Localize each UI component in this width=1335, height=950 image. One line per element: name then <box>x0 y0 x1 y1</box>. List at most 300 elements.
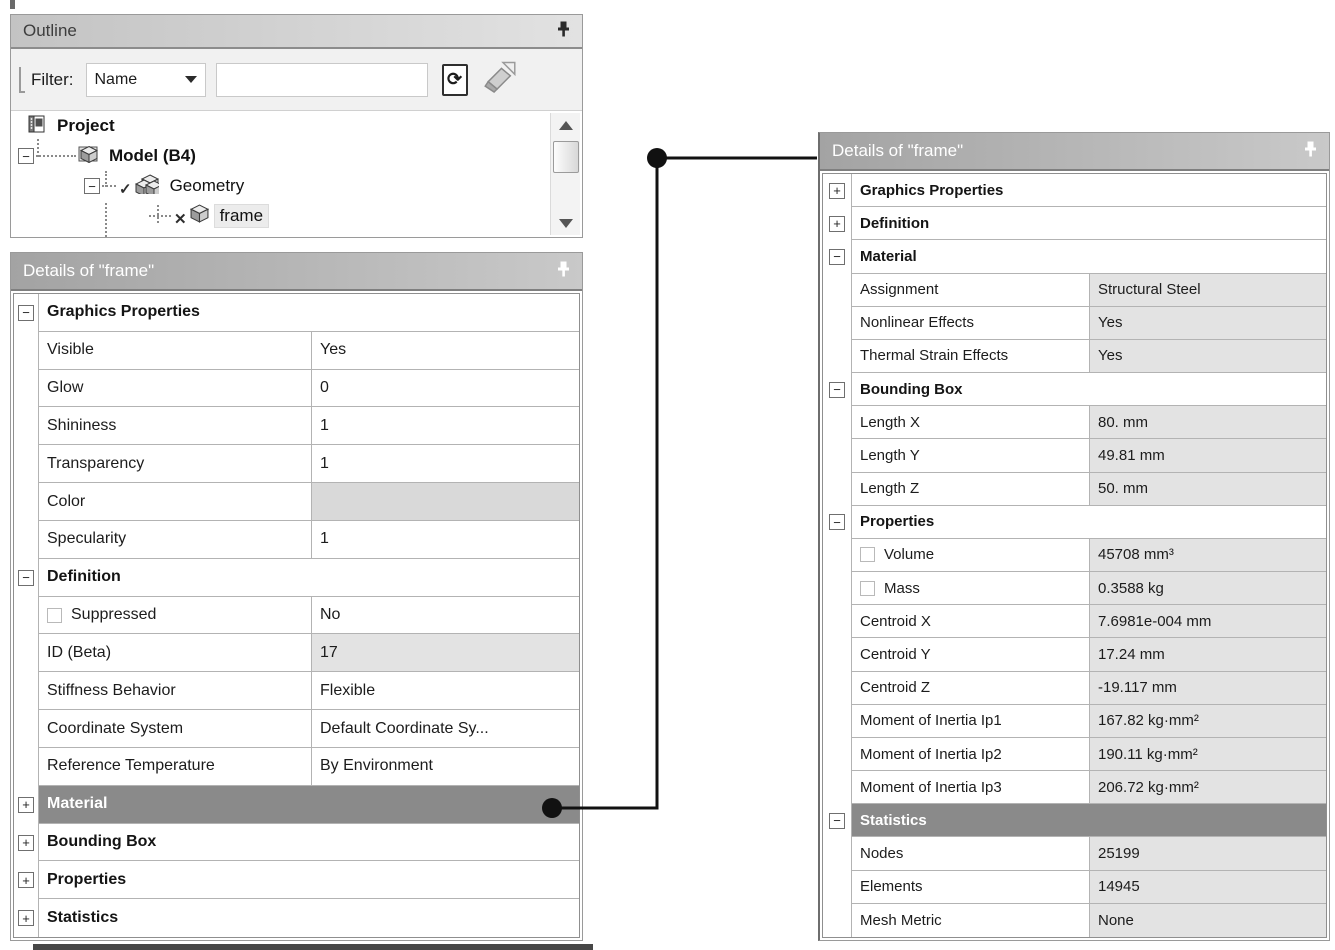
row-gutter <box>823 572 851 605</box>
property-label: Moment of Inertia Ip3 <box>860 778 1002 796</box>
property-value-cell[interactable] <box>1089 539 1326 571</box>
row-gutter <box>14 710 38 748</box>
property-label: Mass <box>884 579 920 597</box>
property-label: Length Z <box>860 480 920 498</box>
suppressed-checkbox[interactable] <box>47 608 62 623</box>
property-row-id-beta[interactable] <box>14 634 579 672</box>
tree-item-model-b4[interactable] <box>11 141 582 171</box>
property-value: 0.3588 kg <box>1098 579 1164 597</box>
pin-icon[interactable] <box>557 21 570 42</box>
property-value-cell[interactable] <box>1089 638 1326 670</box>
property-value-cell[interactable] <box>1089 340 1326 372</box>
section-row-statistics[interactable] <box>14 899 579 937</box>
plus-expander-icon[interactable]: + <box>829 216 845 232</box>
minus-expander-icon[interactable]: − <box>18 570 34 586</box>
property-label: Length X <box>860 413 921 431</box>
row-content <box>851 307 1326 340</box>
row-content <box>38 370 579 408</box>
row-content <box>851 473 1326 506</box>
property-value-cell[interactable] <box>311 748 579 785</box>
property-label-cell <box>852 473 1089 505</box>
property-row-moment-of-inertia-ip1[interactable] <box>823 705 1326 738</box>
property-row-nodes[interactable] <box>823 837 1326 870</box>
row-content <box>38 861 579 899</box>
color-swatch[interactable] <box>311 483 579 520</box>
property-label-cell <box>852 539 1089 571</box>
plus-expander-icon[interactable]: + <box>829 183 845 199</box>
property-row-moment-of-inertia-ip3[interactable] <box>823 771 1326 804</box>
row-gutter <box>14 824 38 862</box>
property-label-cell <box>39 332 311 369</box>
details-panel-left <box>10 252 583 941</box>
property-value: 0 <box>320 379 329 397</box>
tree-scrollbar[interactable] <box>550 113 580 235</box>
property-label-cell <box>39 483 311 520</box>
minus-expander-icon[interactable]: − <box>18 305 34 321</box>
row-content <box>851 871 1326 904</box>
property-label-cell <box>852 871 1089 903</box>
row-gutter <box>823 406 851 439</box>
row-content <box>38 634 579 672</box>
row-gutter <box>823 274 851 307</box>
section-row-definition[interactable] <box>823 207 1326 240</box>
row-content <box>38 521 579 559</box>
details-left-header <box>11 253 582 291</box>
property-value: 206.72 kg·mm² <box>1098 778 1199 796</box>
row-gutter <box>823 439 851 472</box>
row-gutter <box>14 861 38 899</box>
section-row-bounding-box[interactable] <box>823 373 1326 406</box>
property-row-visible[interactable] <box>14 332 579 370</box>
property-label-cell <box>852 406 1089 438</box>
check-icon: ✓ <box>119 181 132 198</box>
property-label: Color <box>47 492 86 510</box>
details-panel-right <box>818 132 1330 941</box>
property-value-cell[interactable] <box>1089 605 1326 637</box>
row-gutter <box>823 174 851 207</box>
property-value: Flexible <box>320 681 376 699</box>
property-label-cell <box>39 634 311 671</box>
row-gutter <box>14 597 38 635</box>
property-label: Shininess <box>47 416 117 434</box>
eraser-icon <box>482 61 518 98</box>
row-content <box>851 539 1326 572</box>
property-label: Thermal Strain Effects <box>860 347 1009 365</box>
property-row-centroid-y[interactable] <box>823 638 1326 671</box>
outline-title: Outline <box>23 21 77 40</box>
property-label-cell <box>39 521 311 558</box>
window-bottom-edge <box>33 944 593 950</box>
refresh-button[interactable] <box>442 64 468 96</box>
property-label-cell <box>852 307 1089 339</box>
property-value: 25199 <box>1098 845 1140 863</box>
property-label: Moment of Inertia Ip1 <box>860 712 1002 730</box>
property-value-cell[interactable] <box>311 634 579 671</box>
property-value: None <box>1098 911 1134 929</box>
minus-expander-icon[interactable]: − <box>829 382 845 398</box>
details-left-table <box>13 293 580 938</box>
row-content <box>38 748 579 786</box>
property-label-cell <box>39 748 311 785</box>
row-content <box>38 597 579 635</box>
property-value: 1 <box>320 530 329 548</box>
row-gutter <box>823 506 851 539</box>
section-label: Material <box>860 247 917 265</box>
geometry-icon <box>135 174 159 199</box>
plus-expander-icon[interactable]: + <box>18 872 34 888</box>
tree-item-label: Model (B4) <box>109 146 196 165</box>
row-gutter <box>823 240 851 273</box>
filter-label: Filter: <box>31 69 74 89</box>
minus-expander-icon[interactable]: − <box>84 178 100 194</box>
row-gutter <box>823 738 851 771</box>
property-label: Moment of Inertia Ip2 <box>860 745 1002 763</box>
plus-expander-icon[interactable]: + <box>18 835 34 851</box>
model-icon <box>78 144 98 168</box>
property-value-cell[interactable] <box>311 710 579 747</box>
property-value: By Environment <box>320 757 433 775</box>
section-row-properties[interactable] <box>14 861 579 899</box>
property-label: Transparency <box>47 454 145 472</box>
section-label: Definition <box>860 214 930 232</box>
property-value: Structural Steel <box>1098 281 1201 299</box>
tree-connector-dots <box>149 215 171 217</box>
tree-connector-line <box>157 205 159 223</box>
details-right-title: Details of "frame" <box>832 141 964 160</box>
row-gutter <box>823 605 851 638</box>
tree-item-label: frame <box>215 205 268 227</box>
triangle-down-icon <box>559 219 573 228</box>
row-gutter <box>14 634 38 672</box>
row-content <box>851 904 1326 937</box>
property-label: Nonlinear Effects <box>860 314 974 332</box>
property-label: Glow <box>47 379 84 397</box>
section-row-graphics-properties[interactable] <box>823 174 1326 207</box>
property-label: Visible <box>47 341 94 359</box>
minus-expander-icon[interactable]: − <box>829 813 845 829</box>
property-label: Volume <box>884 546 935 564</box>
outline-tree <box>11 111 582 237</box>
property-value-cell[interactable] <box>1089 771 1326 803</box>
row-content <box>851 406 1326 439</box>
row-content <box>38 710 579 748</box>
details-left-title: Details of "frame" <box>23 261 155 280</box>
outline-titlebar <box>11 15 582 49</box>
minus-expander-icon[interactable]: − <box>18 148 34 164</box>
row-gutter <box>823 871 851 904</box>
project-icon <box>27 114 46 139</box>
section-row-definition[interactable] <box>14 559 579 597</box>
section-label: Definition <box>47 568 121 586</box>
property-value: 17 <box>320 643 338 661</box>
property-label-cell <box>852 605 1089 637</box>
property-value: 1 <box>320 416 329 434</box>
property-label-cell <box>852 738 1089 770</box>
property-value-cell[interactable] <box>311 521 579 558</box>
property-value-cell[interactable] <box>1089 871 1326 903</box>
row-content <box>851 572 1326 605</box>
row-content <box>38 445 579 483</box>
row-gutter <box>14 407 38 445</box>
scrollbar-thumb[interactable] <box>553 141 579 173</box>
property-value: 49.81 mm <box>1098 446 1165 464</box>
property-row-centroid-z[interactable] <box>823 672 1326 705</box>
details-right-table <box>822 173 1327 938</box>
property-label-cell <box>852 340 1089 372</box>
property-label: Specularity <box>47 530 127 548</box>
property-value-cell[interactable] <box>311 407 579 444</box>
row-gutter <box>14 521 38 559</box>
property-row-mass[interactable] <box>823 572 1326 605</box>
tree-item-frame[interactable] <box>11 201 582 231</box>
property-label-cell <box>852 274 1089 306</box>
property-value-cell[interactable] <box>311 445 579 482</box>
property-label-cell <box>852 771 1089 803</box>
property-value: 50. mm <box>1098 480 1149 498</box>
property-row-length-z[interactable] <box>823 473 1326 506</box>
property-label-cell <box>852 672 1089 704</box>
property-row-specularity[interactable] <box>14 521 579 559</box>
row-gutter <box>14 786 38 824</box>
row-gutter <box>823 307 851 340</box>
triangle-up-icon <box>559 121 573 130</box>
row-content <box>38 407 579 445</box>
row-gutter <box>14 483 38 521</box>
section-label: Graphics Properties <box>47 303 200 321</box>
property-value-cell[interactable] <box>311 370 579 407</box>
row-gutter <box>14 445 38 483</box>
row-gutter <box>14 294 38 332</box>
property-value: Default Coordinate Sy... <box>320 719 489 737</box>
cross-icon: ✕ <box>174 211 187 228</box>
section-label: Graphics Properties <box>860 181 1004 199</box>
property-value: 1 <box>320 454 329 472</box>
property-label: Centroid Z <box>860 679 931 697</box>
callout-dot-elbow <box>647 148 667 168</box>
property-value: 14945 <box>1098 878 1140 896</box>
property-label: Nodes <box>860 845 904 863</box>
property-value: 80. mm <box>1098 413 1149 431</box>
property-row-transparency[interactable] <box>14 445 579 483</box>
row-content <box>38 294 579 332</box>
minus-expander-icon[interactable]: − <box>829 514 845 530</box>
property-label-cell <box>39 445 311 482</box>
section-label: Properties <box>47 870 127 888</box>
property-value-cell[interactable] <box>1089 307 1326 339</box>
property-value-cell[interactable] <box>1089 473 1326 505</box>
section-row-graphics-properties[interactable] <box>14 294 579 332</box>
row-gutter <box>14 899 38 937</box>
plus-expander-icon[interactable]: + <box>18 910 34 926</box>
filter-type-value: Name <box>94 70 138 88</box>
property-value-cell[interactable] <box>1089 406 1326 438</box>
property-row-shininess[interactable] <box>14 407 579 445</box>
property-row-centroid-x[interactable] <box>823 605 1326 638</box>
minus-expander-icon[interactable]: − <box>829 249 845 265</box>
property-label: Centroid X <box>860 612 931 630</box>
property-label: Assignment <box>860 281 939 299</box>
property-row-assignment[interactable] <box>823 274 1326 307</box>
property-row-volume[interactable] <box>823 539 1326 572</box>
row-content <box>851 373 1326 406</box>
property-row-nonlinear-effects[interactable] <box>823 307 1326 340</box>
row-gutter <box>823 539 851 572</box>
property-label-cell <box>852 837 1089 869</box>
property-row-suppressed[interactable] <box>14 597 579 635</box>
property-value-cell[interactable] <box>1089 672 1326 704</box>
section-row-material[interactable] <box>14 786 579 824</box>
property-row-mesh-metric[interactable] <box>823 904 1326 937</box>
row-gutter <box>14 748 38 786</box>
property-label-cell <box>852 439 1089 471</box>
section-row-statistics[interactable] <box>823 804 1326 837</box>
property-row-color[interactable] <box>14 483 579 521</box>
tree-item-project[interactable] <box>11 111 582 141</box>
toolbar-grip[interactable] <box>19 67 25 93</box>
property-label: Suppressed <box>71 606 157 624</box>
property-label: Length Y <box>860 446 920 464</box>
property-value: 7.6981e-004 mm <box>1098 612 1212 630</box>
property-row-elements[interactable] <box>823 871 1326 904</box>
property-label: Reference Temperature <box>47 757 215 775</box>
scroll-down-button[interactable] <box>551 211 581 235</box>
row-gutter <box>823 207 851 240</box>
row-content <box>38 483 579 521</box>
property-value: 17.24 mm <box>1098 645 1165 663</box>
details-right-header <box>820 133 1329 171</box>
property-row-glow[interactable] <box>14 370 579 408</box>
tree-item-label: Geometry <box>169 176 245 195</box>
row-content <box>38 559 579 597</box>
body-icon <box>190 204 209 228</box>
property-label-cell <box>39 407 311 444</box>
volume-checkbox[interactable] <box>860 547 875 562</box>
row-gutter <box>823 904 851 937</box>
property-label: ID (Beta) <box>47 643 112 661</box>
property-label: Coordinate System <box>47 719 184 737</box>
row-content <box>851 638 1326 671</box>
property-value-cell[interactable] <box>1089 705 1326 737</box>
chevron-down-icon <box>185 76 197 83</box>
section-label: Bounding Box <box>860 380 963 398</box>
row-gutter <box>14 559 38 597</box>
row-content <box>851 771 1326 804</box>
property-value-cell[interactable] <box>1089 837 1326 869</box>
row-content <box>851 672 1326 705</box>
property-value-cell[interactable] <box>1089 904 1326 937</box>
section-label: Material <box>47 795 108 813</box>
filter-type-dropdown[interactable] <box>86 63 206 97</box>
row-gutter <box>823 638 851 671</box>
window-edge-tick <box>10 0 15 9</box>
filter-search-input[interactable] <box>216 63 428 97</box>
row-gutter <box>823 340 851 373</box>
property-value: Yes <box>1098 314 1123 332</box>
property-value-cell[interactable] <box>1089 572 1326 604</box>
property-label-cell <box>39 710 311 747</box>
row-gutter <box>823 771 851 804</box>
tree-connector-line <box>37 139 39 157</box>
row-gutter <box>823 705 851 738</box>
row-content <box>38 899 579 937</box>
row-gutter <box>823 373 851 406</box>
section-row-properties[interactable] <box>823 506 1326 539</box>
row-content <box>851 340 1326 373</box>
tree-item-label: Project <box>57 116 115 135</box>
property-value-cell[interactable] <box>1089 738 1326 770</box>
property-value: Yes <box>320 341 347 359</box>
property-value: Yes <box>1098 347 1123 365</box>
row-gutter <box>823 672 851 705</box>
pin-icon[interactable] <box>1304 141 1317 162</box>
property-value-cell[interactable] <box>311 672 579 709</box>
scroll-up-button[interactable] <box>551 113 581 137</box>
property-label-cell <box>852 572 1089 604</box>
property-row-length-y[interactable] <box>823 439 1326 472</box>
row-content <box>851 240 1326 273</box>
property-value-cell[interactable] <box>311 597 579 634</box>
row-content <box>851 738 1326 771</box>
row-gutter <box>823 804 851 837</box>
refresh-icon: ⟳ <box>442 64 468 96</box>
property-row-moment-of-inertia-ip2[interactable] <box>823 738 1326 771</box>
row-gutter <box>823 837 851 870</box>
property-label-cell <box>39 597 311 634</box>
row-content <box>851 439 1326 472</box>
outline-filter-bar <box>11 49 582 111</box>
pin-icon[interactable] <box>557 261 570 282</box>
row-content <box>851 804 1326 837</box>
property-label-cell <box>39 672 311 709</box>
property-row-thermal-strain-effects[interactable] <box>823 340 1326 373</box>
section-row-material[interactable] <box>823 240 1326 273</box>
property-value: 190.11 kg·mm² <box>1098 745 1198 763</box>
tree-item-geometry[interactable] <box>11 171 582 201</box>
property-label-cell <box>852 638 1089 670</box>
row-content <box>38 824 579 862</box>
property-label-cell <box>39 370 311 407</box>
property-value-cell[interactable] <box>1089 439 1326 471</box>
row-content <box>851 705 1326 738</box>
property-row-length-x[interactable] <box>823 406 1326 439</box>
property-value: 45708 mm³ <box>1098 546 1174 564</box>
row-content <box>851 605 1326 638</box>
section-label: Bounding Box <box>47 833 157 850</box>
property-value-cell[interactable] <box>311 332 579 369</box>
mass-checkbox[interactable] <box>860 581 875 596</box>
row-content <box>851 174 1326 207</box>
property-label: Mesh Metric <box>860 911 942 929</box>
property-label-cell <box>852 904 1089 937</box>
section-row-bounding-box[interactable] <box>14 824 579 862</box>
property-label-cell <box>852 705 1089 737</box>
plus-expander-icon[interactable]: + <box>18 797 34 813</box>
property-row-stiffness-behavior[interactable] <box>14 672 579 710</box>
row-gutter <box>14 370 38 408</box>
property-value-cell[interactable] <box>1089 274 1326 306</box>
row-content <box>851 207 1326 240</box>
property-value: -19.117 mm <box>1098 679 1177 697</box>
property-value: 167.82 kg·mm² <box>1098 712 1199 730</box>
row-content <box>38 332 579 370</box>
outline-panel <box>10 14 583 238</box>
clear-filter-button[interactable] <box>482 61 518 98</box>
section-label: Properties <box>860 513 935 531</box>
property-row-coordinate-system[interactable] <box>14 710 579 748</box>
property-row-reference-temperature[interactable] <box>14 748 579 786</box>
tree-connector-line <box>105 203 107 237</box>
property-label: Stiffness Behavior <box>47 681 176 699</box>
